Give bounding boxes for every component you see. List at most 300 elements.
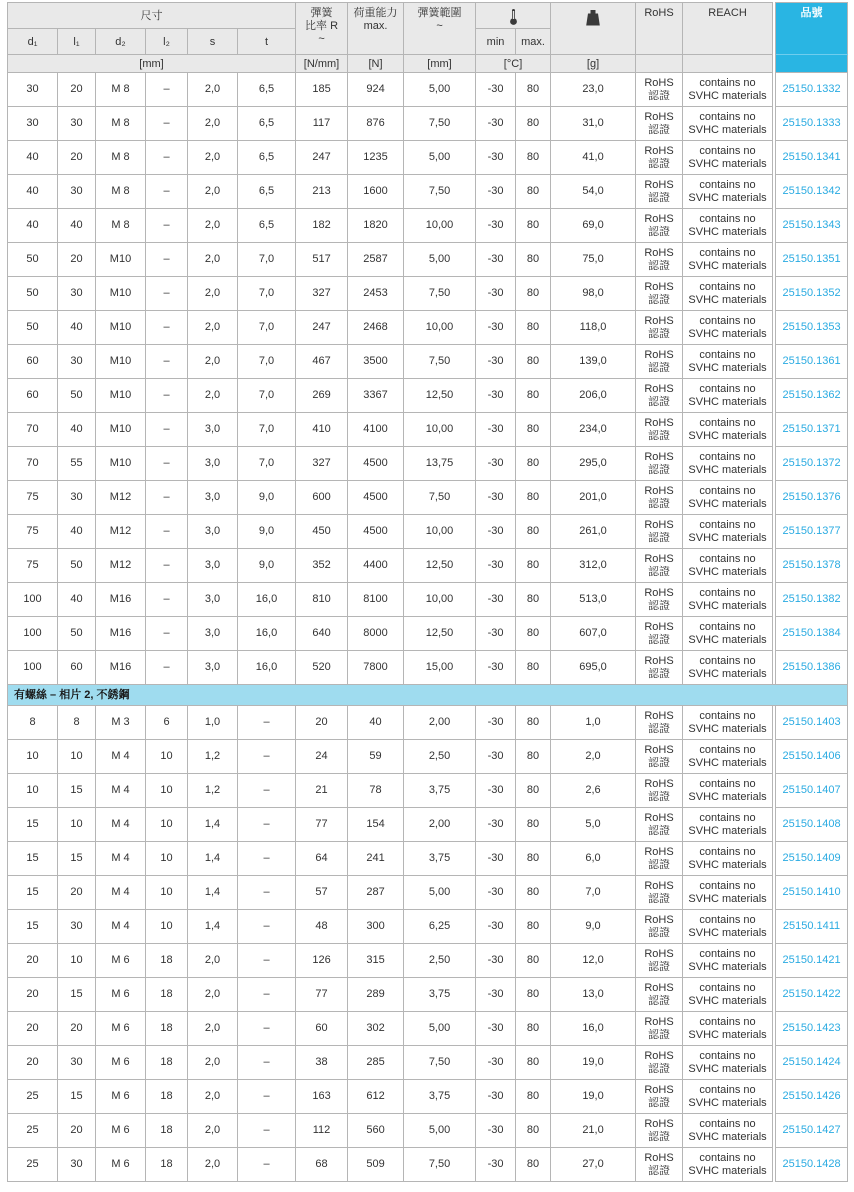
cell-d1: 40 xyxy=(8,141,58,175)
cell-spring-range: 12,50 xyxy=(404,549,476,583)
cell-temp-min: -30 xyxy=(476,876,516,910)
cell-reach: contains no SVHC materials xyxy=(683,1114,773,1148)
part-number-link[interactable]: 25150.1371 xyxy=(776,413,848,447)
table-row xyxy=(8,910,848,944)
cell-reach: contains no SVHC materials xyxy=(683,413,773,447)
part-number-link[interactable]: 25150.1376 xyxy=(776,481,848,515)
part-number-link[interactable]: 25150.1351 xyxy=(776,243,848,277)
cell-temp-min: -30 xyxy=(476,311,516,345)
table-row xyxy=(8,413,848,447)
cell-reach: contains no SVHC materials xyxy=(683,842,773,876)
part-number-link[interactable]: 25150.1384 xyxy=(776,617,848,651)
col-d1: d₁ xyxy=(8,29,58,55)
part-number-link[interactable]: 25150.1403 xyxy=(776,706,848,740)
unit-g: [g] xyxy=(551,55,636,73)
cell-l1: 60 xyxy=(58,651,96,685)
part-number-link[interactable]: 25150.1342 xyxy=(776,175,848,209)
cell-d2: M 4 xyxy=(96,808,146,842)
cell-temp-min: -30 xyxy=(476,379,516,413)
weight-icon xyxy=(551,10,635,26)
cell-weight: 7,0 xyxy=(551,876,636,910)
cell-temp-max: 80 xyxy=(516,345,551,379)
cell-load-max: 7800 xyxy=(348,651,404,685)
cell-s: 2,0 xyxy=(188,107,238,141)
cell-spring-rate: 117 xyxy=(296,107,348,141)
cell-spring-rate: 185 xyxy=(296,73,348,107)
unit-mm: [mm] xyxy=(8,55,296,73)
load-max-header: 荷重能力 max. xyxy=(348,3,404,55)
cell-weight: 118,0 xyxy=(551,311,636,345)
table-row xyxy=(8,141,848,175)
cell-temp-max: 80 xyxy=(516,842,551,876)
part-number-link[interactable]: 25150.1382 xyxy=(776,583,848,617)
cell-l1: 40 xyxy=(58,209,96,243)
cell-weight: 261,0 xyxy=(551,515,636,549)
cell-load-max: 289 xyxy=(348,978,404,1012)
cell-s: 1,4 xyxy=(188,842,238,876)
cell-reach: contains no SVHC materials xyxy=(683,876,773,910)
cell-l2: – xyxy=(146,107,188,141)
cell-load-max: 509 xyxy=(348,1148,404,1182)
cell-weight: 12,0 xyxy=(551,944,636,978)
part-number-link[interactable]: 25150.1409 xyxy=(776,842,848,876)
cell-spring-rate: 269 xyxy=(296,379,348,413)
cell-t: 7,0 xyxy=(238,413,296,447)
cell-reach: contains no SVHC materials xyxy=(683,651,773,685)
cell-weight: 13,0 xyxy=(551,978,636,1012)
cell-spring-rate: 213 xyxy=(296,175,348,209)
part-number-link[interactable]: 25150.1422 xyxy=(776,978,848,1012)
table-row xyxy=(8,842,848,876)
table-row xyxy=(8,808,848,842)
col-t: t xyxy=(238,29,296,55)
cell-spring-range: 5,00 xyxy=(404,876,476,910)
cell-rohs: RoHS 認證 xyxy=(636,107,683,141)
cell-rohs: RoHS 認證 xyxy=(636,774,683,808)
cell-temp-min: -30 xyxy=(476,944,516,978)
part-number-link[interactable]: 25150.1427 xyxy=(776,1114,848,1148)
cell-spring-range: 5,00 xyxy=(404,1114,476,1148)
cell-spring-range: 7,50 xyxy=(404,1046,476,1080)
cell-weight: 16,0 xyxy=(551,1012,636,1046)
cell-weight: 695,0 xyxy=(551,651,636,685)
cell-reach: contains no SVHC materials xyxy=(683,481,773,515)
cell-l2: – xyxy=(146,583,188,617)
cell-spring-rate: 21 xyxy=(296,774,348,808)
cell-temp-max: 80 xyxy=(516,617,551,651)
part-number-link[interactable]: 25150.1353 xyxy=(776,311,848,345)
cell-s: 2,0 xyxy=(188,243,238,277)
part-number-link[interactable]: 25150.1377 xyxy=(776,515,848,549)
part-number-link[interactable]: 25150.1378 xyxy=(776,549,848,583)
cell-l2: 18 xyxy=(146,1114,188,1148)
cell-d2: M 8 xyxy=(96,73,146,107)
cell-l2: 18 xyxy=(146,1046,188,1080)
cell-temp-min: -30 xyxy=(476,73,516,107)
cell-spring-range: 13,75 xyxy=(404,447,476,481)
cell-l1: 30 xyxy=(58,345,96,379)
cell-load-max: 924 xyxy=(348,73,404,107)
cell-s: 2,0 xyxy=(188,1080,238,1114)
cell-l2: – xyxy=(146,209,188,243)
cell-temp-max: 80 xyxy=(516,1148,551,1182)
cell-weight: 2,0 xyxy=(551,740,636,774)
cell-s: 1,4 xyxy=(188,808,238,842)
cell-weight: 139,0 xyxy=(551,345,636,379)
table-row xyxy=(8,277,848,311)
cell-rohs: RoHS 認證 xyxy=(636,379,683,413)
cell-t: – xyxy=(238,774,296,808)
cell-reach: contains no SVHC materials xyxy=(683,73,773,107)
cell-weight: 41,0 xyxy=(551,141,636,175)
cell-temp-min: -30 xyxy=(476,447,516,481)
table-row xyxy=(8,774,848,808)
cell-l1: 20 xyxy=(58,141,96,175)
table-row xyxy=(8,706,848,740)
cell-temp-max: 80 xyxy=(516,209,551,243)
cell-l2: 10 xyxy=(146,774,188,808)
cell-d2: M 6 xyxy=(96,1012,146,1046)
cell-d1: 15 xyxy=(8,876,58,910)
table-row xyxy=(8,209,848,243)
cell-d2: M 8 xyxy=(96,175,146,209)
unit-nmm: [N/mm] xyxy=(296,55,348,73)
table-row xyxy=(8,311,848,345)
cell-weight: 201,0 xyxy=(551,481,636,515)
cell-s: 3,0 xyxy=(188,447,238,481)
part-number-link[interactable]: 25150.1362 xyxy=(776,379,848,413)
spring-range-header: 彈簧範圍 ~ xyxy=(404,3,476,55)
cell-l2: – xyxy=(146,617,188,651)
cell-weight: 607,0 xyxy=(551,617,636,651)
cell-s: 2,0 xyxy=(188,1148,238,1182)
cell-temp-min: -30 xyxy=(476,842,516,876)
table-row xyxy=(8,73,848,107)
cell-temp-min: -30 xyxy=(476,978,516,1012)
cell-spring-range: 5,00 xyxy=(404,243,476,277)
cell-t: – xyxy=(238,978,296,1012)
unit-rohs-empty xyxy=(636,55,683,73)
cell-temp-min: -30 xyxy=(476,1012,516,1046)
cell-weight: 2,6 xyxy=(551,774,636,808)
part-number-link[interactable]: 25150.1406 xyxy=(776,740,848,774)
rohs-header: RoHS xyxy=(636,3,683,55)
part-number-link[interactable]: 25150.1372 xyxy=(776,447,848,481)
part-number-link[interactable]: 25150.1386 xyxy=(776,651,848,685)
cell-reach: contains no SVHC materials xyxy=(683,944,773,978)
cell-rohs: RoHS 認證 xyxy=(636,175,683,209)
cell-temp-min: -30 xyxy=(476,740,516,774)
cell-d1: 30 xyxy=(8,107,58,141)
cell-l2: – xyxy=(146,379,188,413)
cell-l2: 10 xyxy=(146,876,188,910)
cell-rohs: RoHS 認證 xyxy=(636,1046,683,1080)
cell-load-max: 59 xyxy=(348,740,404,774)
cell-load-max: 2587 xyxy=(348,243,404,277)
weight-header xyxy=(551,3,636,55)
cell-spring-range: 7,50 xyxy=(404,107,476,141)
cell-load-max: 78 xyxy=(348,774,404,808)
table-row xyxy=(8,876,848,910)
cell-d1: 15 xyxy=(8,808,58,842)
cell-temp-max: 80 xyxy=(516,651,551,685)
cell-rohs: RoHS 認證 xyxy=(636,808,683,842)
cell-load-max: 300 xyxy=(348,910,404,944)
cell-d2: M12 xyxy=(96,549,146,583)
cell-reach: contains no SVHC materials xyxy=(683,277,773,311)
cell-d2: M 6 xyxy=(96,1114,146,1148)
cell-temp-max: 80 xyxy=(516,379,551,413)
cell-load-max: 560 xyxy=(348,1114,404,1148)
cell-d1: 20 xyxy=(8,978,58,1012)
cell-rohs: RoHS 認證 xyxy=(636,209,683,243)
cell-d2: M 6 xyxy=(96,978,146,1012)
cell-reach: contains no SVHC materials xyxy=(683,706,773,740)
cell-temp-min: -30 xyxy=(476,1080,516,1114)
cell-s: 2,0 xyxy=(188,73,238,107)
cell-l1: 30 xyxy=(58,175,96,209)
cell-l2: – xyxy=(146,651,188,685)
cell-l1: 20 xyxy=(58,73,96,107)
cell-d2: M10 xyxy=(96,345,146,379)
cell-spring-range: 7,50 xyxy=(404,345,476,379)
part-number-link[interactable]: 25150.1428 xyxy=(776,1148,848,1182)
cell-t: 6,5 xyxy=(238,73,296,107)
cell-d2: M10 xyxy=(96,447,146,481)
cell-temp-max: 80 xyxy=(516,1080,551,1114)
cell-s: 2,0 xyxy=(188,141,238,175)
cell-rohs: RoHS 認證 xyxy=(636,651,683,685)
cell-temp-max: 80 xyxy=(516,1114,551,1148)
cell-spring-rate: 126 xyxy=(296,944,348,978)
cell-load-max: 315 xyxy=(348,944,404,978)
cell-reach: contains no SVHC materials xyxy=(683,549,773,583)
cell-temp-min: -30 xyxy=(476,549,516,583)
unit-celsius: [°C] xyxy=(476,55,551,73)
table-row xyxy=(8,1114,848,1148)
cell-temp-min: -30 xyxy=(476,583,516,617)
cell-rohs: RoHS 認證 xyxy=(636,876,683,910)
cell-temp-max: 80 xyxy=(516,549,551,583)
cell-d1: 30 xyxy=(8,73,58,107)
spring-rate-header: 彈簧 比率 R ~ xyxy=(296,3,348,55)
cell-d1: 15 xyxy=(8,910,58,944)
cell-d1: 100 xyxy=(8,583,58,617)
cell-reach: contains no SVHC materials xyxy=(683,107,773,141)
cell-spring-rate: 600 xyxy=(296,481,348,515)
part-number-header: 品號 xyxy=(776,3,848,55)
unit-part-empty xyxy=(776,55,848,73)
cell-d1: 8 xyxy=(8,706,58,740)
cell-d1: 50 xyxy=(8,243,58,277)
cell-reach: contains no SVHC materials xyxy=(683,447,773,481)
cell-t: – xyxy=(238,1012,296,1046)
cell-d1: 15 xyxy=(8,842,58,876)
cell-t: 6,5 xyxy=(238,175,296,209)
cell-l1: 55 xyxy=(58,447,96,481)
cell-load-max: 2453 xyxy=(348,277,404,311)
cell-reach: contains no SVHC materials xyxy=(683,1080,773,1114)
cell-temp-min: -30 xyxy=(476,617,516,651)
cell-l1: 20 xyxy=(58,243,96,277)
cell-l2: – xyxy=(146,311,188,345)
cell-t: – xyxy=(238,1148,296,1182)
part-number-link[interactable]: 25150.1407 xyxy=(776,774,848,808)
cell-t: – xyxy=(238,706,296,740)
cell-l1: 40 xyxy=(58,311,96,345)
cell-s: 3,0 xyxy=(188,549,238,583)
cell-s: 1,0 xyxy=(188,706,238,740)
cell-s: 2,0 xyxy=(188,1012,238,1046)
part-number-link[interactable]: 25150.1410 xyxy=(776,876,848,910)
part-number-link[interactable]: 25150.1361 xyxy=(776,345,848,379)
cell-l1: 20 xyxy=(58,876,96,910)
cell-reach: contains no SVHC materials xyxy=(683,808,773,842)
cell-d2: M 4 xyxy=(96,740,146,774)
cell-t: 7,0 xyxy=(238,379,296,413)
part-number-link[interactable]: 25150.1341 xyxy=(776,141,848,175)
cell-spring-range: 6,25 xyxy=(404,910,476,944)
cell-rohs: RoHS 認證 xyxy=(636,141,683,175)
part-number-link[interactable]: 25150.1408 xyxy=(776,808,848,842)
cell-spring-rate: 352 xyxy=(296,549,348,583)
cell-rohs: RoHS 認證 xyxy=(636,1114,683,1148)
cell-temp-min: -30 xyxy=(476,1148,516,1182)
temperature-header xyxy=(476,3,551,29)
cell-d2: M 6 xyxy=(96,1046,146,1080)
cell-load-max: 3500 xyxy=(348,345,404,379)
cell-l2: 10 xyxy=(146,910,188,944)
cell-temp-min: -30 xyxy=(476,910,516,944)
cell-temp-min: -30 xyxy=(476,107,516,141)
cell-l2: – xyxy=(146,549,188,583)
table-row xyxy=(8,481,848,515)
cell-reach: contains no SVHC materials xyxy=(683,311,773,345)
cell-spring-rate: 48 xyxy=(296,910,348,944)
cell-load-max: 4500 xyxy=(348,515,404,549)
cell-spring-rate: 327 xyxy=(296,277,348,311)
cell-reach: contains no SVHC materials xyxy=(683,379,773,413)
cell-spring-range: 7,50 xyxy=(404,1148,476,1182)
part-number-link[interactable]: 25150.1332 xyxy=(776,73,848,107)
cell-temp-min: -30 xyxy=(476,141,516,175)
cell-reach: contains no SVHC materials xyxy=(683,617,773,651)
cell-spring-range: 10,00 xyxy=(404,311,476,345)
cell-s: 2,0 xyxy=(188,345,238,379)
part-number-link[interactable]: 25150.1423 xyxy=(776,1012,848,1046)
col-temp-min: min xyxy=(476,29,516,55)
cell-t: 7,0 xyxy=(238,345,296,379)
cell-d2: M10 xyxy=(96,379,146,413)
cell-spring-range: 3,75 xyxy=(404,842,476,876)
cell-l1: 15 xyxy=(58,842,96,876)
cell-t: 7,0 xyxy=(238,277,296,311)
part-number-link[interactable]: 25150.1421 xyxy=(776,944,848,978)
cell-temp-min: -30 xyxy=(476,345,516,379)
cell-l1: 15 xyxy=(58,1080,96,1114)
table-row xyxy=(8,978,848,1012)
cell-d2: M 8 xyxy=(96,209,146,243)
section-label-row xyxy=(8,685,848,706)
cell-reach: contains no SVHC materials xyxy=(683,1148,773,1182)
cell-rohs: RoHS 認證 xyxy=(636,515,683,549)
cell-s: 3,0 xyxy=(188,583,238,617)
cell-s: 3,0 xyxy=(188,617,238,651)
cell-weight: 6,0 xyxy=(551,842,636,876)
cell-spring-range: 2,00 xyxy=(404,808,476,842)
cell-load-max: 876 xyxy=(348,107,404,141)
table-row xyxy=(8,583,848,617)
table-row xyxy=(8,107,848,141)
cell-s: 2,0 xyxy=(188,1114,238,1148)
cell-rohs: RoHS 認證 xyxy=(636,842,683,876)
cell-t: 7,0 xyxy=(238,243,296,277)
cell-load-max: 302 xyxy=(348,1012,404,1046)
part-number-link[interactable]: 25150.1426 xyxy=(776,1080,848,1114)
cell-spring-range: 2,50 xyxy=(404,740,476,774)
spec-table xyxy=(7,2,848,1182)
cell-d1: 40 xyxy=(8,209,58,243)
part-number-link[interactable]: 25150.1352 xyxy=(776,277,848,311)
cell-l1: 40 xyxy=(58,413,96,447)
cell-l1: 10 xyxy=(58,944,96,978)
cell-rohs: RoHS 認證 xyxy=(636,1148,683,1182)
cell-load-max: 241 xyxy=(348,842,404,876)
cell-spring-range: 10,00 xyxy=(404,413,476,447)
cell-weight: 234,0 xyxy=(551,413,636,447)
col-l1: l₁ xyxy=(58,29,96,55)
cell-spring-range: 10,00 xyxy=(404,583,476,617)
cell-reach: contains no SVHC materials xyxy=(683,141,773,175)
cell-d2: M10 xyxy=(96,311,146,345)
cell-reach: contains no SVHC materials xyxy=(683,345,773,379)
cell-t: 9,0 xyxy=(238,481,296,515)
cell-s: 2,0 xyxy=(188,277,238,311)
cell-load-max: 8100 xyxy=(348,583,404,617)
cell-d1: 70 xyxy=(8,447,58,481)
part-number-link[interactable]: 25150.1333 xyxy=(776,107,848,141)
cell-temp-max: 80 xyxy=(516,774,551,808)
cell-rohs: RoHS 認證 xyxy=(636,910,683,944)
table-row xyxy=(8,175,848,209)
cell-d2: M 4 xyxy=(96,876,146,910)
cell-spring-rate: 520 xyxy=(296,651,348,685)
cell-temp-max: 80 xyxy=(516,413,551,447)
cell-weight: 19,0 xyxy=(551,1046,636,1080)
cell-d1: 75 xyxy=(8,549,58,583)
cell-t: 9,0 xyxy=(238,549,296,583)
cell-load-max: 1600 xyxy=(348,175,404,209)
thermometer-icon xyxy=(476,8,550,26)
cell-l1: 10 xyxy=(58,740,96,774)
cell-temp-max: 80 xyxy=(516,1046,551,1080)
cell-temp-max: 80 xyxy=(516,107,551,141)
cell-weight: 19,0 xyxy=(551,1080,636,1114)
cell-spring-rate: 810 xyxy=(296,583,348,617)
cell-d2: M 8 xyxy=(96,141,146,175)
part-number-link[interactable]: 25150.1343 xyxy=(776,209,848,243)
cell-l1: 50 xyxy=(58,617,96,651)
cell-d2: M16 xyxy=(96,583,146,617)
cell-l1: 30 xyxy=(58,1148,96,1182)
cell-load-max: 1235 xyxy=(348,141,404,175)
part-number-link[interactable]: 25150.1411 xyxy=(776,910,848,944)
cell-temp-min: -30 xyxy=(476,209,516,243)
cell-t: – xyxy=(238,808,296,842)
part-number-link[interactable]: 25150.1424 xyxy=(776,1046,848,1080)
cell-d2: M16 xyxy=(96,651,146,685)
cell-rohs: RoHS 認證 xyxy=(636,311,683,345)
